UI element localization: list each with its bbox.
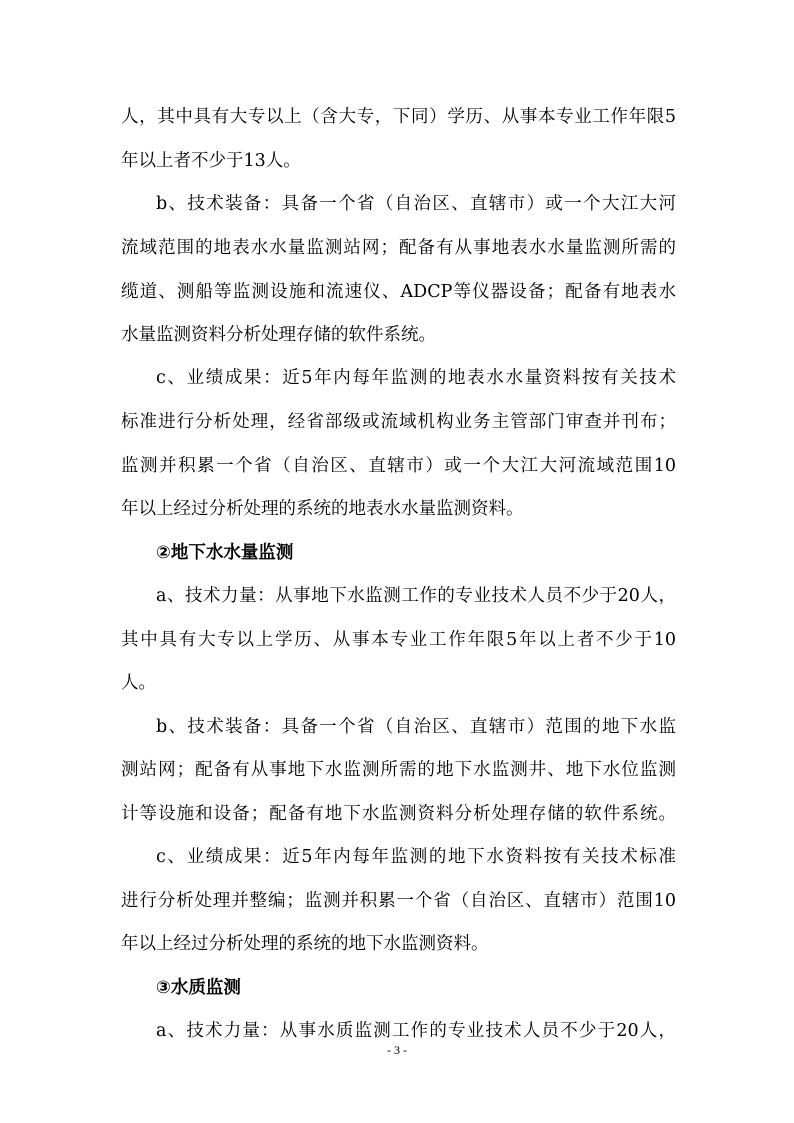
text-line: 年以上经过分析处理的系统的地下水监测资料。 [121, 934, 489, 954]
text-line: 年以上者不少于13人。 [121, 151, 301, 171]
text-line: 测站网；配备有从事地下水监测所需的地下水监测井、地下水位监测 [121, 760, 676, 780]
text-line: 水量监测资料分析处理存储的软件系统。 [121, 325, 436, 345]
section-heading: ③水质监测 [156, 978, 241, 998]
text-line: a、技术力量：从事水质监测工作的专业技术人员不少于20人， [156, 1021, 676, 1041]
text-line: 其中具有大专以上学历、从事本专业工作年限5年以上者不少于10 [121, 630, 676, 650]
text-line: c、业绩成果：近5年内每年监测的地表水水量资料按有关技术 [156, 368, 676, 388]
text-line: 人。 [121, 673, 156, 693]
text-line: b、技术装备：具备一个省（自治区、直辖市）或一个大江大河 [156, 194, 676, 214]
text-line: 监测并积累一个省（自治区、直辖市）或一个大江大河流域范围10 [121, 456, 676, 476]
text-line: 进行分析处理并整编；监测并积累一个省（自治区、直辖市）范围10 [121, 891, 676, 911]
text-line: 缆道、测船等监测设施和流速仪、ADCP等仪器设备；配备有地表水 [121, 282, 676, 302]
text-line: 年以上经过分析处理的系统的地表水水量监测资料。 [121, 499, 524, 519]
section-heading: ②地下水水量监测 [156, 543, 294, 563]
text-line: 人，其中具有大专以上（含大专，下同）学历、从事本专业工作年限5 [121, 107, 676, 127]
text-line: 流域范围的地表水水量监测站网；配备有从事地表水水量监测所需的 [121, 238, 676, 258]
text-line: 计等设施和设备；配备有地下水监测资料分析处理存储的软件系统。 [121, 804, 676, 824]
text-line: b、技术装备：具备一个省（自治区、直辖市）范围的地下水监 [156, 717, 676, 737]
text-line: a、技术力量：从事地下水监测工作的专业技术人员不少于20人， [156, 586, 676, 606]
text-line: c、业绩成果：近5年内每年监测的地下水资料按有关技术标准 [156, 847, 676, 867]
text-line: 标准进行分析处理，经省部级或流域机构业务主管部门审查并刊布； [121, 412, 676, 432]
page-number: - 3 - [387, 1043, 407, 1057]
